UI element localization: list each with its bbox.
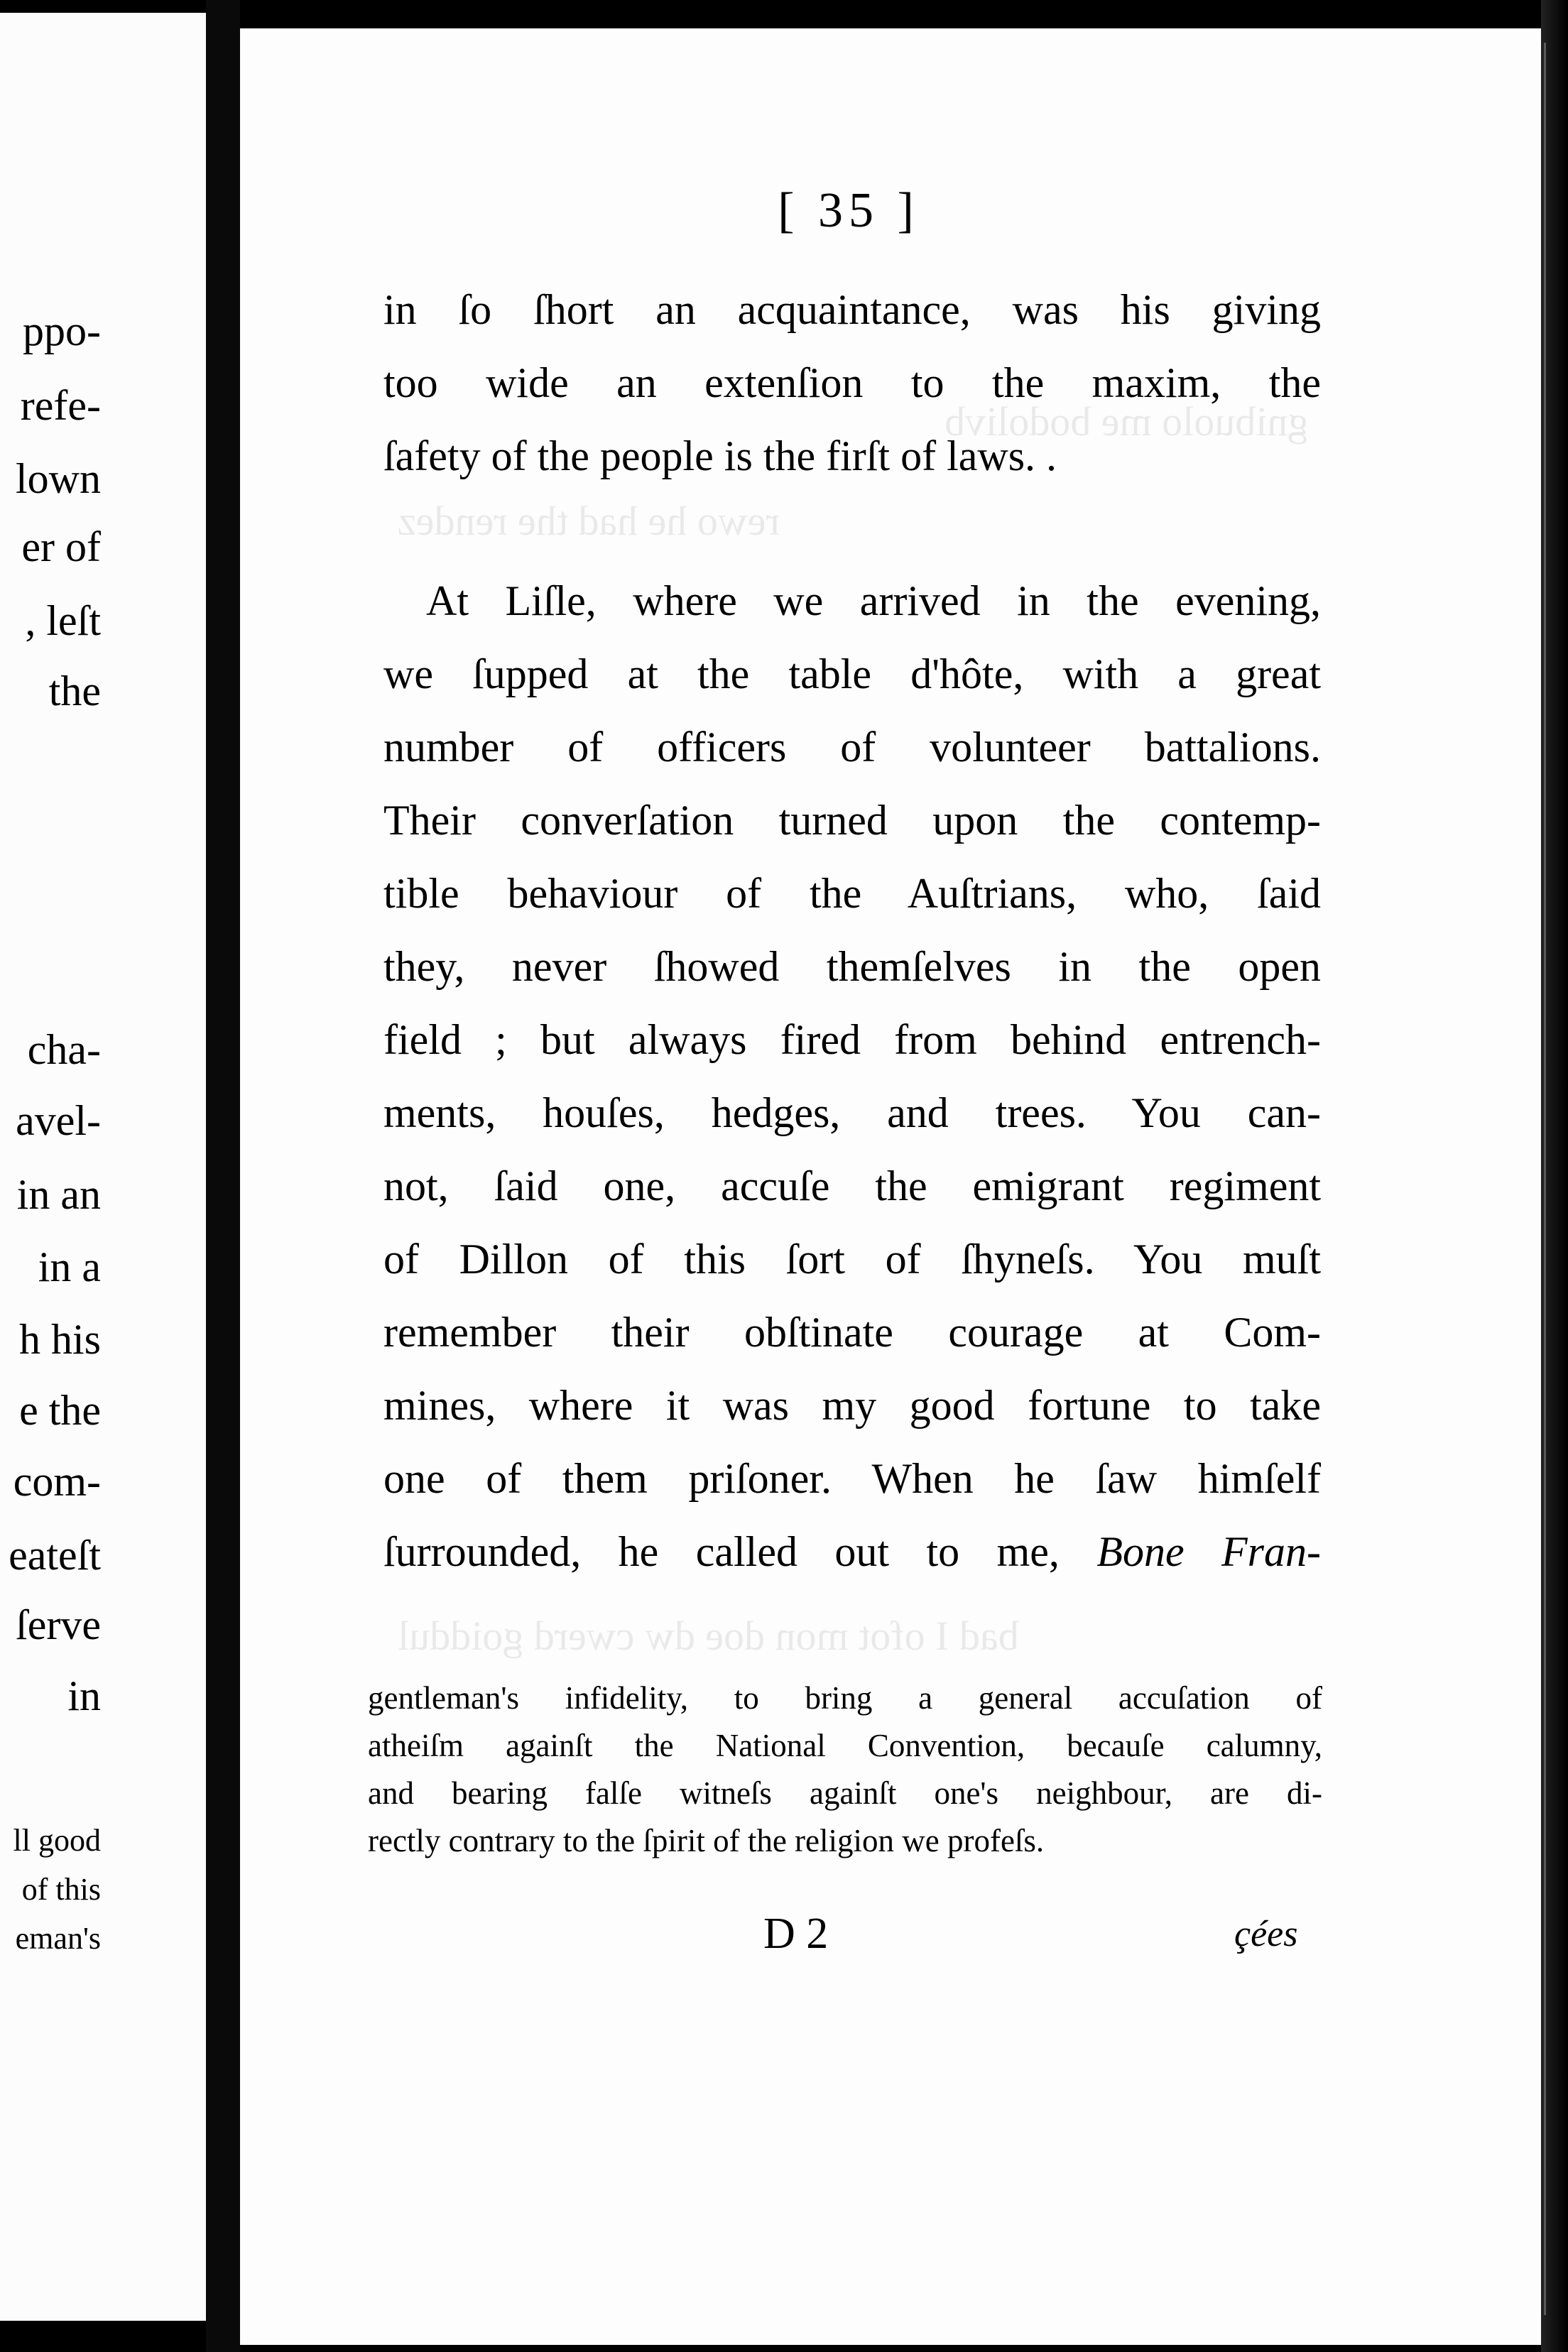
facing-line: avel-: [16, 1097, 101, 1144]
facing-line: in an: [16, 1171, 101, 1218]
facing-footnote-line: ll good: [13, 1823, 101, 1858]
text-line: Their converſation turned upon the contemp-: [383, 797, 1321, 844]
text-line: mines, where it was my good fortune to take: [383, 1382, 1321, 1429]
text-line: in ſo ſhort an acquaintance, was his giving: [383, 286, 1321, 333]
footnote-line: and bearing falſe witneſs againſt one's neighbour, are di-: [368, 1775, 1322, 1811]
text-line: we ſupped at the table d'hôte, with a great: [383, 650, 1321, 697]
text-line: of Dillon of this ſort of ſhyneſs. You muſt: [383, 1236, 1321, 1283]
show-through: bad I ofot mon doe dw cwerd goiddul: [398, 1613, 1019, 1659]
page-edge: [1541, 0, 1568, 2352]
facing-line: com-: [13, 1458, 101, 1505]
facing-footnote-line: of this: [21, 1872, 101, 1907]
text-line: At Liſle, where we arrived in the evening,: [426, 577, 1321, 624]
facing-line: ſerve: [16, 1601, 101, 1648]
text-line: one of them priſoner. When he ſaw himſelf: [383, 1455, 1321, 1502]
footnote: [368, 1675, 1322, 1865]
text-line-roman: ſurrounded, he called out to me,: [383, 1528, 1060, 1575]
text-line: ments, houſes, hedges, and trees. You can-: [383, 1089, 1321, 1136]
facing-line: in a: [38, 1243, 101, 1290]
facing-line: h his: [18, 1316, 101, 1363]
facing-line: the: [48, 668, 101, 714]
catchword: çées: [1234, 1914, 1298, 1954]
facing-line: er of: [21, 523, 101, 570]
text-line: number of officers of volunteer battalions.: [383, 724, 1321, 771]
footnote-line: atheiſm againſt the National Convention, becauſe calumny,: [368, 1728, 1322, 1763]
facing-footnote-line: eman's: [15, 1921, 101, 1956]
paragraph: [383, 565, 1321, 1589]
facing-line: cha-: [27, 1026, 101, 1073]
running-head: [ 35 ]: [778, 183, 920, 238]
text-line: they, never ſhowed themſelves in the open: [383, 943, 1321, 990]
signature-mark: D 2: [763, 1910, 829, 1958]
footnote-line: rectly contrary to the ſpirit of the religion we profeſs.: [368, 1823, 1045, 1858]
footnote-line: gentleman's infidelity, to bring a general accuſation of: [368, 1680, 1322, 1716]
facing-line: e the: [19, 1387, 101, 1434]
text-line-final: [383, 1515, 1321, 1589]
facing-line: in: [67, 1672, 101, 1719]
text-line: too wide an extenſion to the maxim, the: [383, 359, 1321, 406]
facing-line: eateſt: [9, 1532, 101, 1579]
facing-line: refe-: [20, 382, 101, 429]
facing-line: lown: [16, 455, 101, 502]
text-line: tible behaviour of the Auſtrians, who, ſaid: [383, 870, 1321, 917]
facing-page-text: [0, 13, 101, 2321]
show-through: rewo he had the rendez: [398, 498, 780, 544]
facing-line: ppo-: [23, 307, 101, 354]
text-line: remember their obſtinate courage at Com-: [383, 1309, 1321, 1356]
paragraph: [383, 273, 1321, 493]
text-line: ſafety of the people is the firſt of laws. .: [383, 432, 1057, 479]
text-line: field ; but always fired from behind entrench-: [383, 1016, 1321, 1063]
facing-line: , leſt: [25, 597, 101, 644]
binding-gutter: [206, 0, 240, 2352]
show-through: gnibuolo me bodolivb: [944, 398, 1309, 445]
italic-phrase: Bone Fran-: [1096, 1528, 1322, 1575]
facing-page: [0, 13, 206, 2321]
text-line: not, ſaid one, accuſe the emigrant regiment: [383, 1163, 1321, 1209]
